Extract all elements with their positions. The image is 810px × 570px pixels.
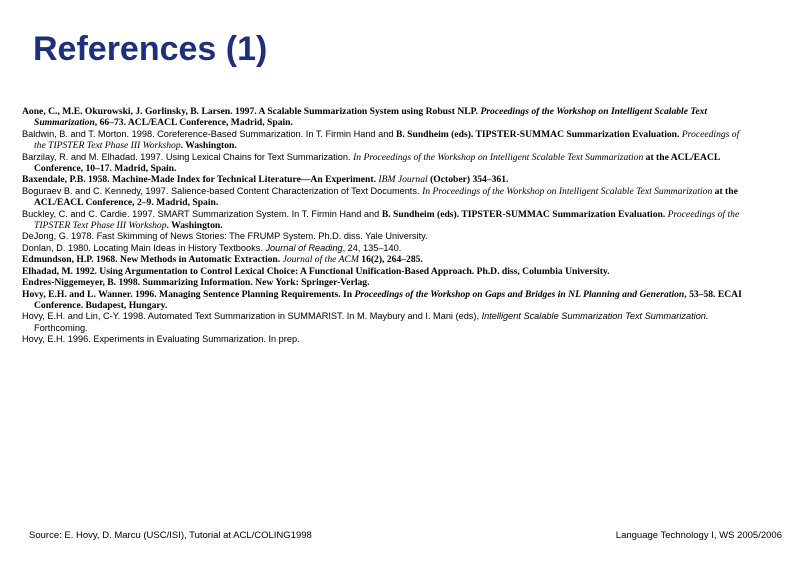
reference-text: Proceedings of the TIPSTER Text Phase III Workshop (34, 128, 740, 152)
reference-text: Boguraev B. and C. Kennedy, 1997. Salience-based Content Characterization of Text Documents. (22, 185, 423, 196)
reference-text: Journal of Reading (265, 242, 343, 253)
reference-text: In Proceedings of the Workshop on Intelligent Scalable Text Summarization (422, 185, 713, 197)
reference-text: , 24, 135–140. (342, 242, 402, 253)
reference-entry (22, 277, 744, 288)
reference-text: Donlan, D. 1980. Locating Main Ideas in History Textbooks. (22, 242, 266, 253)
footer-source: Source: E. Hovy, D. Marcu (USC/ISI), Tutorial at ACL/COLING1998 (29, 530, 312, 541)
reference-entry (22, 311, 744, 334)
reference-entry (22, 289, 744, 312)
reference-text: Proceedings of the Workshop on Intelligent Scalable Text Summarization (34, 106, 708, 129)
reference-text: , 66–73. ACL/EACL Conference, Madrid, Spain. (94, 117, 293, 129)
reference-entry (22, 334, 744, 345)
reference-text: at the ACL/EACL Conference, 2–9. Madrid, Spain. (34, 185, 738, 209)
reference-text: Hovy, E.H. 1996. Experiments in Evaluating Summarization. In prep. (22, 334, 300, 345)
reference-entry (22, 266, 744, 277)
reference-text: Endres-Niggemeyer, B. 1998. Summarizing Information. New York: Springer-Verlag. (22, 277, 370, 289)
reference-text: . Washington. (166, 220, 223, 232)
reference-text: Hovy, E.H. and L. Wanner. 1996. Managing Sentence Planning Requirements. In (22, 288, 355, 300)
reference-entry (22, 243, 744, 254)
reference-entry (22, 209, 744, 232)
reference-entry (22, 254, 744, 265)
reference-text: Baldwin, B. and T. Morton. 1998. Coreference-Based Summarization. In T. Firmin Hand and (22, 128, 396, 139)
reference-text: Edmundson, H.P. 1968. New Methods in Automatic Extraction. (22, 254, 283, 266)
reference-list (22, 106, 744, 346)
reference-text: Aone, C., M.E. Okurowski, J. Gorlinsky, B. Larsen. 1997. A Scalable Summarization System using Robust NLP. (22, 106, 481, 117)
reference-text: Baxendale, P.B. 1958. Machine-Made Index for Technical Literature—An Experiment. (22, 174, 379, 186)
reference-entry (22, 231, 744, 242)
reference-text: Journal of the ACM (282, 254, 359, 266)
reference-text: IBM Journal (378, 174, 428, 186)
reference-text: Barzilay, R. and M. Elhadad. 1997. Using Lexical Chains for Text Summarization. (22, 151, 354, 162)
reference-text: Proceedings of the Workshop on Gaps and Bridges in NL Planning and Generation (354, 288, 685, 300)
reference-text: Forthcoming. (34, 322, 88, 333)
reference-text: Intelligent Scalable Summarization Text Summarization. (481, 311, 709, 322)
reference-entry (22, 106, 744, 129)
reference-text: DeJong, G. 1978. Fast Skimming of News Stories: The FRUMP System. Ph.D. diss. Yale University. (22, 231, 428, 242)
reference-text: (October) 354–361. (427, 174, 509, 186)
reference-entry (22, 152, 744, 175)
reference-entry (22, 186, 744, 209)
reference-text: 16(2), 264–285. (358, 254, 423, 266)
reference-text: Hovy, E.H. and Lin, C-Y. 1998. Automated Text Summarization in SUMMARIST. In M. Maybury and I. Mani (eds), (22, 311, 482, 322)
reference-text: Proceedings of the TIPSTER Text Phase III Workshop (34, 208, 740, 232)
reference-text: at the ACL/EACL Conference, 10–17. Madrid, Spain. (34, 151, 720, 175)
reference-text: Elhadad, M. 1992. Using Argumentation to Control Lexical Choice: A Functional Unification-Based Approach. Ph.D. diss, Columbia University. (22, 265, 610, 277)
reference-text: Buckley, C. and C. Cardie. 1997. SMART Summarization System. In T. Firmin Hand and (22, 208, 382, 219)
reference-text: . Washington. (180, 140, 237, 152)
footer-course: Language Technology I, WS 2005/2006 (615, 530, 782, 541)
page-title: References (1) (33, 30, 268, 68)
reference-entry (22, 174, 744, 185)
reference-text: B. Sundheim (eds). TIPSTER-SUMMAC Summarization Evaluation. (381, 208, 668, 220)
reference-text: B. Sundheim (eds). TIPSTER-SUMMAC Summarization Evaluation. (395, 128, 682, 140)
reference-text: , 53–58. ECAI Conference. Budapest, Hungary. (34, 288, 742, 311)
reference-text: In Proceedings of the Workshop on Intelligent Scalable Text Summarization (353, 151, 644, 163)
reference-entry (22, 129, 744, 152)
